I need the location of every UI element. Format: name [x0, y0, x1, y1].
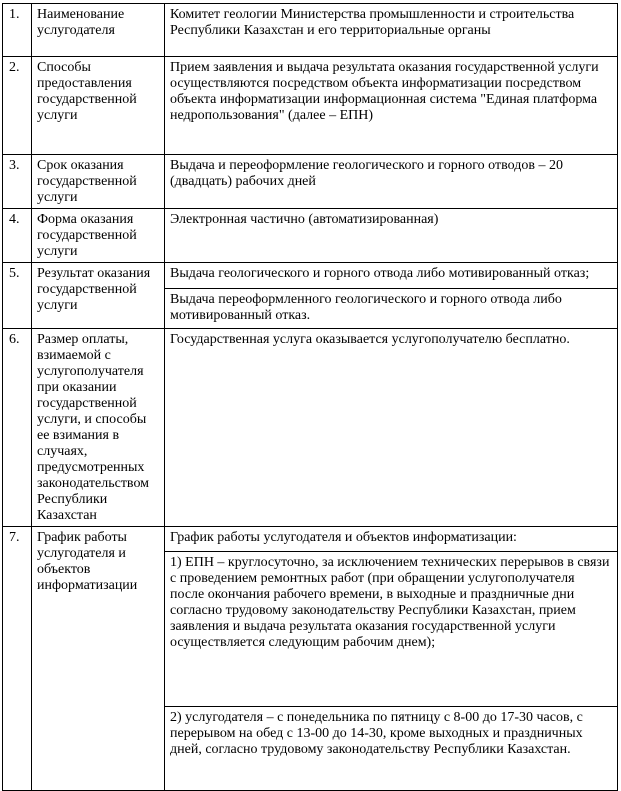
row-content-cell	[165, 263, 617, 328]
content-paragraph: Выдача геологического и горного отвода либо мотивированный отказ;	[165, 263, 617, 289]
content-paragraph: Выдача переоформленного геологического и горного отвода либо мотивированный отказ.	[170, 292, 562, 323]
table-row	[3, 527, 617, 790]
row-number-cell: 4.	[3, 209, 32, 262]
table-row	[3, 209, 617, 263]
row-label-cell: Результат оказания государственной услуги	[32, 263, 165, 328]
content-paragraph: Прием заявления и выдача результата оказания государственной услуги осуществляются посредством объекта информатизации посредством объекта информатизации информационная система "Единая платформа недропользования" (далее – ЕПН)	[170, 60, 599, 123]
content-paragraph: График работы услугодателя и объектов информатизации:	[165, 527, 617, 552]
row-content-cell	[165, 329, 617, 526]
row-label-cell: График работы услугодателя и объектов информатизации	[32, 527, 165, 790]
table-row	[3, 263, 617, 329]
row-content-cell	[165, 527, 617, 790]
content-paragraph: Электронная частично (автоматизированная)	[170, 212, 439, 227]
row-number-cell: 2.	[3, 57, 32, 154]
row-label-cell: Наименование услугодателя	[32, 4, 165, 56]
row-label-cell: Форма оказания государственной услуги	[32, 209, 165, 262]
row-content-cell	[165, 57, 617, 154]
row-number-cell: 7.	[3, 527, 32, 790]
content-paragraph: Выдача и переоформление геологического и горного отводов – 20 (двадцать) рабочих дней	[170, 158, 563, 189]
row-label-cell: Размер оплаты, взимаемой с услугополучателя при оказании государственной услуги, и способы ее взимания в случаях, предусмотренных законодательством Республики Казахстан	[32, 329, 165, 526]
content-paragraph: 1) ЕПН – круглосуточно, за исключением технических перерывов в связи с проведением ремонтных работ (при обращении услугополучателя после окончания рабочего времени, в выходные и праздничные дни согласно трудовому законодательству Республики Казахстан, прием заявления и выдача результата оказания государственной услуги осуществляется следующим рабочим днем);	[165, 552, 617, 707]
table-row	[3, 4, 617, 57]
table-row	[3, 155, 617, 209]
table-row	[3, 57, 617, 155]
row-content-cell	[165, 209, 617, 262]
row-number-cell: 1.	[3, 4, 32, 56]
content-paragraph: 2) услугодателя – с понедельника по пятницу с 8-00 до 17-30 часов, с перерывом на обед с 13-00 до 14-30, кроме выходных и праздничных дней, согласно трудовому законодательству Республики Казахстан.	[170, 710, 583, 757]
row-number-cell: 6.	[3, 329, 32, 526]
content-paragraph: Комитет геологии Министерства промышленности и строительства Республики Казахстан и его территориальные органы	[170, 7, 575, 38]
row-content-cell	[165, 155, 617, 208]
row-label-cell: Срок оказания государственной услуги	[32, 155, 165, 208]
row-content-cell	[165, 4, 617, 56]
row-number-cell: 3.	[3, 155, 32, 208]
content-paragraph: Государственная услуга оказывается услугополучателю бесплатно.	[170, 332, 570, 347]
table-row	[3, 329, 617, 527]
row-label-cell: Способы предоставления государственной услуги	[32, 57, 165, 154]
row-number-cell: 5.	[3, 263, 32, 328]
service-standard-table	[2, 3, 618, 791]
